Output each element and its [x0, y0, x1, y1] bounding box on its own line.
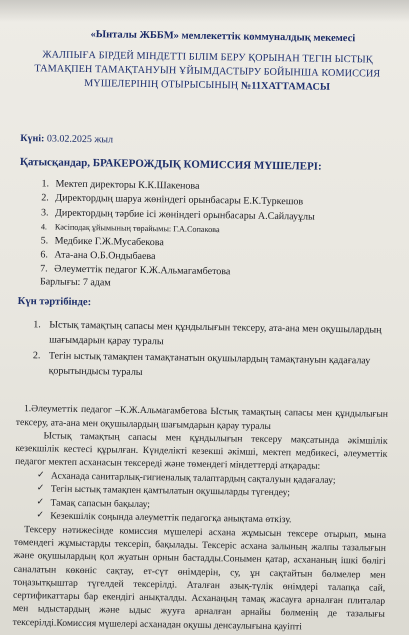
paragraph-speaker: 1.Әлеуметтік педагог –К.Ж.Альмагамбетова Ыстық тамақтың сапасы мен құндылығын тексеру, ата-ана мен оқушылардың шағымдарын қарау туралы	[15, 403, 389, 432]
member-item: 1. Мектеп директоры К.К.Шакенова	[41, 178, 200, 193]
members-heading: Қатысқандар, БРАКЕРОЖДЫҚ КОМИССИЯ МҮШЕЛЕРІ:	[19, 156, 322, 174]
title-line-3-text: МҮШЕЛЕРІНІҢ ОТЫРЫСЫНЫҢ	[84, 77, 242, 91]
agenda-list	[32, 319, 389, 385]
title-line-2: ТАМАҚПЕН ТАМАҚТАНУЫН ҰЙЫМДАСТЫРУ БОЙЫНША КОМИССИЯ	[34, 62, 381, 80]
date-label: Күні:	[20, 133, 45, 145]
checkmark-icon: ✓	[36, 469, 45, 480]
title-line-1: ЖАЛПЫҒА БІРДЕЙ МІНДЕТТІ БІЛІМ БЕРУ ҚОРЫНАН ТЕГІН ЫСТЫҚ	[42, 49, 373, 66]
page-shadow	[0, 0, 409, 22]
member-item: 6. Ата-ана О.Б.Ондыбаева	[40, 249, 156, 263]
paragraph-inspection: Тексеру нәтижесінде комиссия мүшелері асхана жұмысын тексере отырып, мына төмендегі жұмыстарды тексеріп, бақылады. Тексеріс асхана залының жалпы тазалығын және оқушылардың қол жуатын орнын бастадды.Сонымен қатар, асхананың ішкі бөлігі саналатын көкөніс сақтау, ет-сүт өнімдерін, су, ұн сақтайтын бөлмелер мен тоңазытқыштар түгелдей тексерілді. Аталған азық-түлік өнімдері талапқа сай, сертификаттары бар екендігі анықталды. Асханаңың тамақ жасауға арналған плиталар мен ыдыстардың және ыдыс жууға арналған арнайы бөлменің де тазалығы тексерілді.Комиссия мүшелері асханадан оқушы денсаулығына қауіпті	[12, 524, 387, 633]
checkmark-icon: ✓	[36, 483, 45, 494]
checkmark-icon: ✓	[36, 510, 44, 521]
duty-item: ✓ Асханада санитарлық-гигиеналық талаптардың сақталуын қадағалау;	[36, 469, 336, 486]
member-item: 4. Кәсіподақ ұйымының төрайымы: Г.А.Сопакова	[40, 222, 220, 234]
agenda-item: 1. Ыстық тамақтың сапасы мен құндылығын тексеру, ата-ана мен оқушылардың шағымдарын қарау туралы	[33, 319, 382, 348]
members-list	[40, 178, 392, 283]
document-title	[21, 48, 394, 95]
duty-item: ✓ Тамақ сапасын бақылау;	[36, 497, 151, 510]
member-item: 5. Медбике Г.Ж.Мусабекова	[40, 235, 164, 249]
duty-item: ✓ Кезекшілік соңында әлеуметтік педагогқа анықтама өткізу.	[36, 510, 292, 526]
paragraph-duties: Ыстық тамақтың сапасы мен құндылығын тексеру мақсатында әкімшілік кезекшілік кестесі құрылған. Күнделікті кезекші әкімші, мектеп медбикесі, әлеуметтік педагог мектеп асханасын тексереді және төмендегі міндеттерді атқарады:	[15, 430, 388, 473]
duties-list	[36, 469, 387, 529]
checkmark-icon: ✓	[36, 497, 45, 508]
agenda-heading: Күн тәртібінде:	[17, 296, 92, 309]
organization-name: «Ынталы ЖББМ» мемлекеттік коммуналдық мекемесі	[90, 29, 356, 45]
member-item: 3. Директордың тәрбие ісі жөніндегі орынбасары А.Сайлауұлы	[41, 206, 315, 223]
agenda-item: 2. Тегін ыстық тамақпен тамақтанатын оқушылардың тамақтануын қадағалау қорытындысы туралы	[32, 350, 371, 378]
date-value: 03.02.2025 жыл	[44, 133, 114, 146]
member-item: 2. Директордың шаруа жөніндегі орынбасары Е.К.Туркешов	[41, 192, 304, 208]
meeting-date	[20, 133, 392, 150]
document-content	[13, 28, 394, 635]
protocol-number: №11ХАТТАМАСЫ	[240, 79, 331, 93]
member-item: 7. Әлеуметтік педагог К.Ж.Альмагамбетова	[40, 263, 231, 278]
members-total: Барлығы: 7 адам	[39, 276, 111, 289]
duty-item: ✓ Тегін ыстық тамақпен қамтылатын оқушыларды түгендеу;	[36, 483, 291, 499]
